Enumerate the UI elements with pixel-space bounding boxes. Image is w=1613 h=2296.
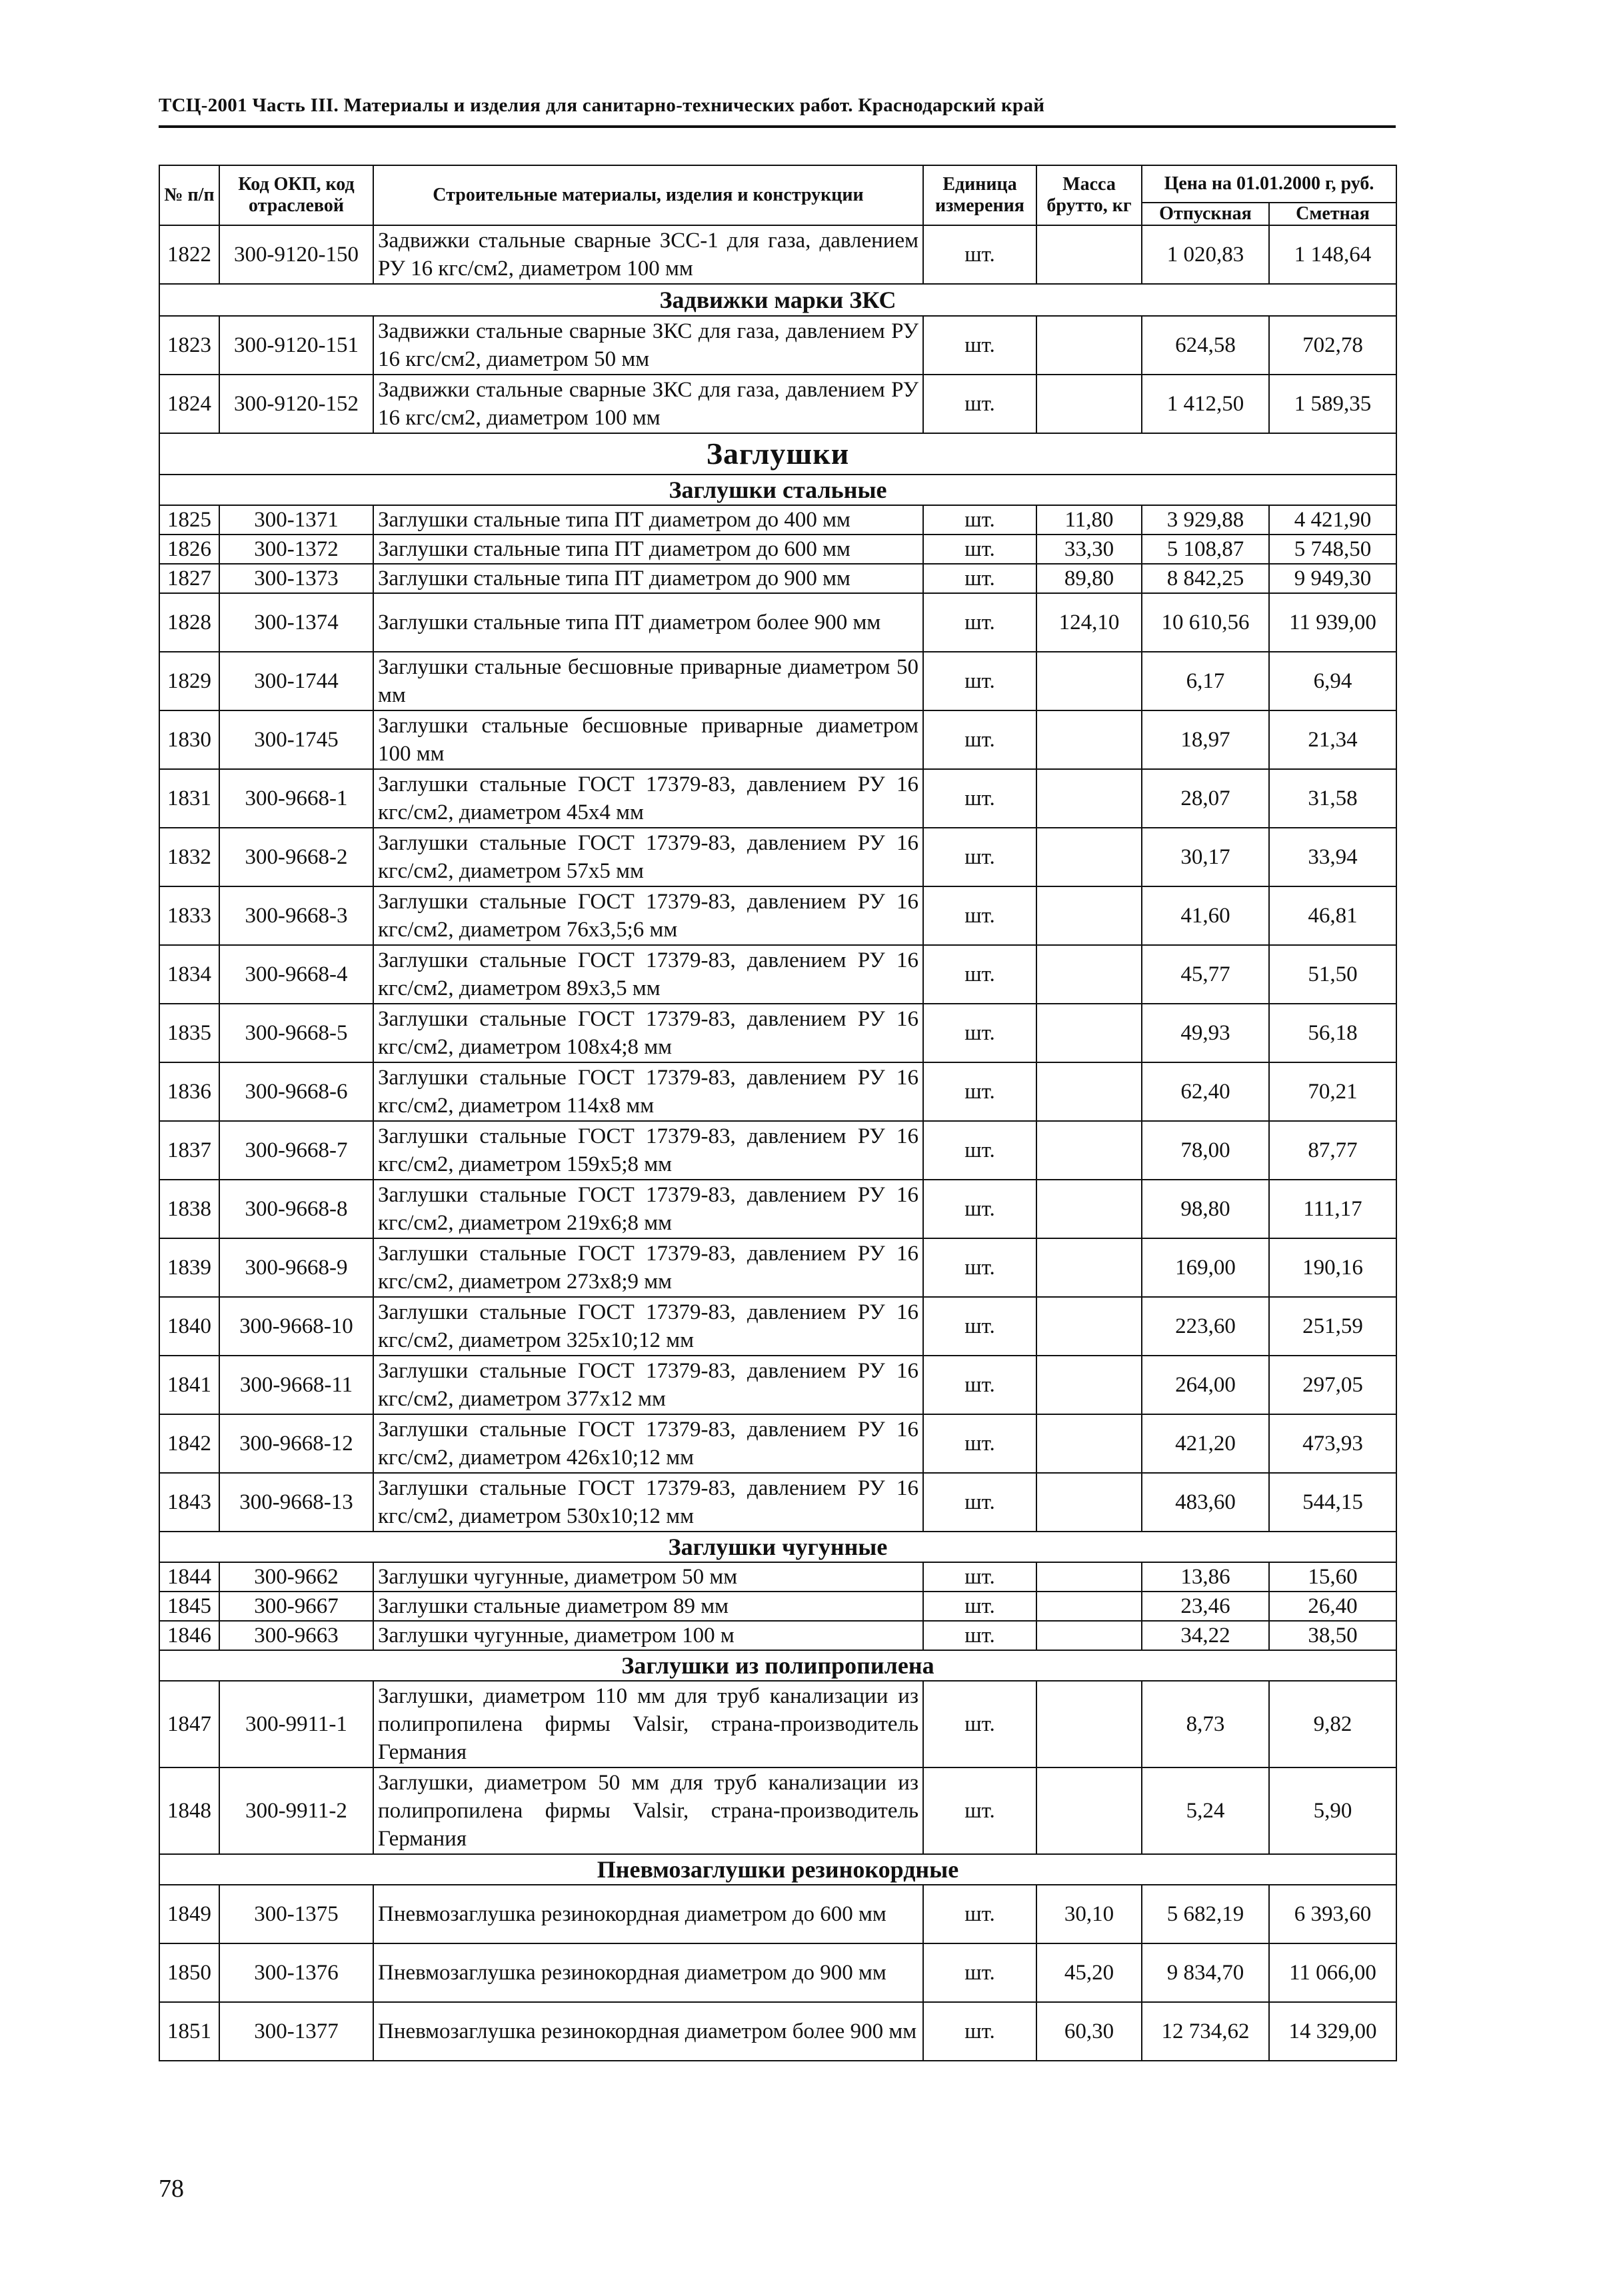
col-header-unit: Единица измерения [923, 165, 1036, 225]
row-name: Заглушки стальные ГОСТ 17379-83, давлением РУ 16 кгс/см2, диаметром 530х10;12 мм [373, 1473, 923, 1532]
row-mass: 60,30 [1036, 2002, 1142, 2061]
row-num: 1844 [159, 1562, 219, 1592]
row-mass: 89,80 [1036, 564, 1142, 593]
table-row [159, 1562, 1396, 1592]
row-price-release: 13,86 [1142, 1562, 1269, 1592]
table-row [159, 1681, 1396, 1767]
table-row [159, 593, 1396, 652]
table-row [159, 535, 1396, 564]
row-unit: шт. [923, 1356, 1036, 1414]
row-mass [1036, 1562, 1142, 1592]
table-row [159, 1767, 1396, 1854]
row-mass [1036, 1356, 1142, 1414]
row-name: Заглушки стальные бесшовные приварные диаметром 100 мм [373, 710, 923, 769]
row-num: 1825 [159, 505, 219, 535]
row-unit: шт. [923, 769, 1036, 828]
table-row [159, 2002, 1396, 2061]
row-mass [1036, 225, 1142, 284]
row-num: 1824 [159, 375, 219, 433]
section-row [159, 475, 1396, 505]
row-mass [1036, 769, 1142, 828]
row-mass [1036, 1121, 1142, 1180]
row-name: Заглушки, диаметром 50 мм для труб канализации из полипропилена фирмы Valsir, страна-производитель Германия [373, 1767, 923, 1854]
row-price-release: 30,17 [1142, 828, 1269, 886]
row-name: Заглушки стальные ГОСТ 17379-83, давлением РУ 16 кгс/см2, диаметром 45х4 мм [373, 769, 923, 828]
row-unit: шт. [923, 1062, 1036, 1121]
row-unit: шт. [923, 535, 1036, 564]
section-title: Задвижки марки ЗКС [159, 284, 1396, 316]
row-code: 300-9668-1 [219, 769, 373, 828]
row-price-estimate: 56,18 [1269, 1004, 1396, 1062]
row-mass [1036, 1062, 1142, 1121]
row-name: Заглушки стальные ГОСТ 17379-83, давлением РУ 16 кгс/см2, диаметром 159х5;8 мм [373, 1121, 923, 1180]
row-price-estimate: 251,59 [1269, 1297, 1396, 1356]
row-unit: шт. [923, 828, 1036, 886]
row-name: Пневмозаглушка резинокордная диаметром до 600 мм [373, 1885, 923, 1943]
row-name: Заглушки чугунные, диаметром 50 мм [373, 1562, 923, 1592]
row-price-estimate: 4 421,90 [1269, 505, 1396, 535]
table-row [159, 945, 1396, 1004]
row-code: 300-9668-12 [219, 1414, 373, 1473]
row-name: Заглушки чугунные, диаметром 100 м [373, 1621, 923, 1650]
row-code: 300-9668-5 [219, 1004, 373, 1062]
row-mass [1036, 886, 1142, 945]
row-price-estimate: 544,15 [1269, 1473, 1396, 1532]
row-mass [1036, 828, 1142, 886]
col-header-name: Строительные материалы, изделия и конструкции [373, 165, 923, 225]
row-price-estimate: 87,77 [1269, 1121, 1396, 1180]
header-rule [159, 125, 1396, 128]
section-title: Заглушки стальные [159, 475, 1396, 505]
row-num: 1839 [159, 1238, 219, 1297]
row-price-estimate: 111,17 [1269, 1180, 1396, 1238]
row-code: 300-9668-7 [219, 1121, 373, 1180]
col-header-mass: Масса брутто, кг [1036, 165, 1142, 225]
row-code: 300-1375 [219, 1885, 373, 1943]
row-unit: шт. [923, 652, 1036, 710]
table-row [159, 1121, 1396, 1180]
table-row [159, 1180, 1396, 1238]
row-price-release: 12 734,62 [1142, 2002, 1269, 2061]
row-unit: шт. [923, 1885, 1036, 1943]
col-header-price-release: Отпускная [1142, 203, 1269, 225]
row-code: 300-9668-9 [219, 1238, 373, 1297]
row-price-release: 5 682,19 [1142, 1885, 1269, 1943]
row-price-release: 28,07 [1142, 769, 1269, 828]
row-code: 300-9663 [219, 1621, 373, 1650]
row-mass [1036, 652, 1142, 710]
row-name: Заглушки стальные бесшовные приварные диаметром 50 мм [373, 652, 923, 710]
row-code: 300-1372 [219, 535, 373, 564]
row-price-estimate: 190,16 [1269, 1238, 1396, 1297]
row-code: 300-1373 [219, 564, 373, 593]
col-header-num: № п/п [159, 165, 219, 225]
row-mass [1036, 375, 1142, 433]
row-unit: шт. [923, 1592, 1036, 1621]
row-num: 1828 [159, 593, 219, 652]
row-code: 300-9668-2 [219, 828, 373, 886]
row-unit: шт. [923, 505, 1036, 535]
row-mass [1036, 1180, 1142, 1238]
section-title: Заглушки из полипропилена [159, 1650, 1396, 1681]
row-unit: шт. [923, 1767, 1036, 1854]
row-name: Заглушки стальные ГОСТ 17379-83, давлением РУ 16 кгс/см2, диаметром 89х3,5 мм [373, 945, 923, 1004]
section-row [159, 1854, 1396, 1885]
row-code: 300-9668-13 [219, 1473, 373, 1532]
row-price-release: 10 610,56 [1142, 593, 1269, 652]
row-code: 300-1371 [219, 505, 373, 535]
row-price-estimate: 11 066,00 [1269, 1943, 1396, 2002]
row-mass: 45,20 [1036, 1943, 1142, 2002]
row-price-estimate: 1 589,35 [1269, 375, 1396, 433]
row-price-release: 3 929,88 [1142, 505, 1269, 535]
row-price-release: 5,24 [1142, 1767, 1269, 1854]
row-mass [1036, 945, 1142, 1004]
row-price-estimate: 297,05 [1269, 1356, 1396, 1414]
row-num: 1840 [159, 1297, 219, 1356]
table-row [159, 710, 1396, 769]
table-row [159, 225, 1396, 284]
row-price-estimate: 11 939,00 [1269, 593, 1396, 652]
row-name: Заглушки стальные ГОСТ 17379-83, давлением РУ 16 кгс/см2, диаметром 377х12 мм [373, 1356, 923, 1414]
row-price-estimate: 9 949,30 [1269, 564, 1396, 593]
row-price-estimate: 1 148,64 [1269, 225, 1396, 284]
row-mass [1036, 1238, 1142, 1297]
row-unit: шт. [923, 1681, 1036, 1767]
row-name: Заглушки стальные ГОСТ 17379-83, давлением РУ 16 кгс/см2, диаметром 108х4;8 мм [373, 1004, 923, 1062]
row-price-release: 18,97 [1142, 710, 1269, 769]
row-name: Задвижки стальные сварные ЗКС для газа, давлением РУ 16 кгс/см2, диаметром 50 мм [373, 316, 923, 375]
row-num: 1838 [159, 1180, 219, 1238]
row-price-release: 49,93 [1142, 1004, 1269, 1062]
row-num: 1833 [159, 886, 219, 945]
row-code: 300-9668-6 [219, 1062, 373, 1121]
table-row [159, 1943, 1396, 2002]
row-price-estimate: 5,90 [1269, 1767, 1396, 1854]
row-code: 300-9120-152 [219, 375, 373, 433]
row-mass [1036, 1004, 1142, 1062]
table-row [159, 316, 1396, 375]
row-num: 1842 [159, 1414, 219, 1473]
row-code: 300-1745 [219, 710, 373, 769]
row-code: 300-9911-2 [219, 1767, 373, 1854]
row-code: 300-9911-1 [219, 1681, 373, 1767]
row-num: 1829 [159, 652, 219, 710]
row-num: 1836 [159, 1062, 219, 1121]
row-mass [1036, 1681, 1142, 1767]
row-name: Заглушки стальные ГОСТ 17379-83, давлением РУ 16 кгс/см2, диаметром 426х10;12 мм [373, 1414, 923, 1473]
row-num: 1826 [159, 535, 219, 564]
row-price-estimate: 21,34 [1269, 710, 1396, 769]
table-row [159, 1414, 1396, 1473]
row-unit: шт. [923, 593, 1036, 652]
table-row [159, 769, 1396, 828]
row-mass [1036, 710, 1142, 769]
row-code: 300-1374 [219, 593, 373, 652]
row-num: 1831 [159, 769, 219, 828]
row-code: 300-9668-8 [219, 1180, 373, 1238]
table-row [159, 828, 1396, 886]
row-price-estimate: 70,21 [1269, 1062, 1396, 1121]
row-price-release: 223,60 [1142, 1297, 1269, 1356]
row-price-estimate: 9,82 [1269, 1681, 1396, 1767]
row-unit: шт. [923, 1414, 1036, 1473]
row-code: 300-9120-151 [219, 316, 373, 375]
row-price-release: 1 412,50 [1142, 375, 1269, 433]
row-unit: шт. [923, 886, 1036, 945]
row-price-release: 41,60 [1142, 886, 1269, 945]
row-num: 1850 [159, 1943, 219, 2002]
row-unit: шт. [923, 1238, 1036, 1297]
row-unit: шт. [923, 1562, 1036, 1592]
row-name: Заглушки стальные ГОСТ 17379-83, давлением РУ 16 кгс/см2, диаметром 76х3,5;6 мм [373, 886, 923, 945]
row-unit: шт. [923, 2002, 1036, 2061]
row-mass: 11,80 [1036, 505, 1142, 535]
row-num: 1837 [159, 1121, 219, 1180]
row-price-estimate: 38,50 [1269, 1621, 1396, 1650]
row-price-release: 34,22 [1142, 1621, 1269, 1650]
row-unit: шт. [923, 375, 1036, 433]
row-unit: шт. [923, 710, 1036, 769]
row-price-release: 8,73 [1142, 1681, 1269, 1767]
row-name: Заглушки, диаметром 110 мм для труб канализации из полипропилена фирмы Valsir, страна-производитель Германия [373, 1681, 923, 1767]
row-num: 1827 [159, 564, 219, 593]
row-num: 1834 [159, 945, 219, 1004]
row-unit: шт. [923, 1621, 1036, 1650]
row-price-estimate: 51,50 [1269, 945, 1396, 1004]
row-unit: шт. [923, 1473, 1036, 1532]
row-price-estimate: 46,81 [1269, 886, 1396, 945]
row-price-release: 1 020,83 [1142, 225, 1269, 284]
row-mass [1036, 1767, 1142, 1854]
table-row [159, 1592, 1396, 1621]
row-price-estimate: 473,93 [1269, 1414, 1396, 1473]
table-row [159, 1356, 1396, 1414]
row-name: Заглушки стальные типа ПТ диаметром более 900 мм [373, 593, 923, 652]
row-name: Заглушки стальные ГОСТ 17379-83, давлением РУ 16 кгс/см2, диаметром 219х6;8 мм [373, 1180, 923, 1238]
row-name: Заглушки стальные типа ПТ диаметром до 600 мм [373, 535, 923, 564]
row-price-release: 421,20 [1142, 1414, 1269, 1473]
row-price-release: 6,17 [1142, 652, 1269, 710]
row-unit: шт. [923, 1297, 1036, 1356]
row-num: 1849 [159, 1885, 219, 1943]
row-num: 1847 [159, 1681, 219, 1767]
row-price-estimate: 5 748,50 [1269, 535, 1396, 564]
row-unit: шт. [923, 225, 1036, 284]
row-name: Заглушки стальные ГОСТ 17379-83, давлением РУ 16 кгс/см2, диаметром 273х8;9 мм [373, 1238, 923, 1297]
section-title: Пневмозаглушки резинокордные [159, 1854, 1396, 1885]
row-code: 300-1377 [219, 2002, 373, 2061]
row-code: 300-9668-10 [219, 1297, 373, 1356]
row-price-release: 23,46 [1142, 1592, 1269, 1621]
table-row [159, 1885, 1396, 1943]
row-name: Задвижки стальные сварные ЗКС для газа, давлением РУ 16 кгс/см2, диаметром 100 мм [373, 375, 923, 433]
row-mass: 33,30 [1036, 535, 1142, 564]
row-mass: 124,10 [1036, 593, 1142, 652]
row-num: 1843 [159, 1473, 219, 1532]
col-header-price-group: Цена на 01.01.2000 г, руб. [1142, 165, 1396, 203]
table-row [159, 1621, 1396, 1650]
table-row [159, 652, 1396, 710]
row-name: Задвижки стальные сварные ЗСС-1 для газа, давлением РУ 16 кгс/см2, диаметром 100 мм [373, 225, 923, 284]
col-header-price-estimate: Сметная [1269, 203, 1396, 225]
section-title: Заглушки чугунные [159, 1532, 1396, 1562]
row-unit: шт. [923, 1004, 1036, 1062]
row-code: 300-9662 [219, 1562, 373, 1592]
row-code: 300-9668-3 [219, 886, 373, 945]
row-name: Заглушки стальные типа ПТ диаметром до 900 мм [373, 564, 923, 593]
row-mass [1036, 316, 1142, 375]
row-num: 1823 [159, 316, 219, 375]
row-mass [1036, 1592, 1142, 1621]
row-price-release: 169,00 [1142, 1238, 1269, 1297]
row-price-release: 9 834,70 [1142, 1943, 1269, 2002]
row-num: 1846 [159, 1621, 219, 1650]
table-row [159, 375, 1396, 433]
row-num: 1832 [159, 828, 219, 886]
row-unit: шт. [923, 945, 1036, 1004]
materials-table [159, 165, 1397, 2061]
table-row [159, 1238, 1396, 1297]
row-price-estimate: 14 329,00 [1269, 2002, 1396, 2061]
row-mass [1036, 1621, 1142, 1650]
row-name: Пневмозаглушка резинокордная диаметром более 900 мм [373, 2002, 923, 2061]
row-code: 300-9667 [219, 1592, 373, 1621]
row-price-estimate: 33,94 [1269, 828, 1396, 886]
row-price-release: 78,00 [1142, 1121, 1269, 1180]
row-price-estimate: 26,40 [1269, 1592, 1396, 1621]
row-code: 300-9668-11 [219, 1356, 373, 1414]
row-name: Заглушки стальные ГОСТ 17379-83, давлением РУ 16 кгс/см2, диаметром 114х8 мм [373, 1062, 923, 1121]
row-price-release: 5 108,87 [1142, 535, 1269, 564]
row-unit: шт. [923, 1180, 1036, 1238]
row-mass [1036, 1473, 1142, 1532]
row-num: 1851 [159, 2002, 219, 2061]
section-row [159, 1650, 1396, 1681]
page-number: 78 [159, 2175, 184, 2203]
row-name: Заглушки стальные диаметром 89 мм [373, 1592, 923, 1621]
row-price-estimate: 31,58 [1269, 769, 1396, 828]
row-price-release: 264,00 [1142, 1356, 1269, 1414]
row-num: 1845 [159, 1592, 219, 1621]
section-title-main: Заглушки [159, 433, 1396, 475]
row-name: Заглушки стальные ГОСТ 17379-83, давлением РУ 16 кгс/см2, диаметром 57х5 мм [373, 828, 923, 886]
row-code: 300-9120-150 [219, 225, 373, 284]
row-mass [1036, 1414, 1142, 1473]
row-num: 1830 [159, 710, 219, 769]
table-row [159, 1297, 1396, 1356]
row-price-release: 62,40 [1142, 1062, 1269, 1121]
table-row [159, 886, 1396, 945]
row-unit: шт. [923, 1121, 1036, 1180]
row-price-estimate: 702,78 [1269, 316, 1396, 375]
row-mass [1036, 1297, 1142, 1356]
row-name: Заглушки стальные типа ПТ диаметром до 400 мм [373, 505, 923, 535]
row-num: 1822 [159, 225, 219, 284]
row-price-release: 45,77 [1142, 945, 1269, 1004]
row-unit: шт. [923, 564, 1036, 593]
table-row [159, 564, 1396, 593]
row-price-release: 483,60 [1142, 1473, 1269, 1532]
row-name: Пневмозаглушка резинокордная диаметром до 900 мм [373, 1943, 923, 2002]
page-header: ТСЦ-2001 Часть III. Материалы и изделия для санитарно-технических работ. Краснодарский край [159, 95, 1045, 116]
row-price-release: 98,80 [1142, 1180, 1269, 1238]
row-code: 300-1376 [219, 1943, 373, 2002]
table-row [159, 1473, 1396, 1532]
row-price-estimate: 6 393,60 [1269, 1885, 1396, 1943]
table-row [159, 505, 1396, 535]
row-price-estimate: 15,60 [1269, 1562, 1396, 1592]
row-price-release: 8 842,25 [1142, 564, 1269, 593]
section-row [159, 1532, 1396, 1562]
row-num: 1835 [159, 1004, 219, 1062]
col-header-code: Код ОКП, код отраслевой [219, 165, 373, 225]
row-unit: шт. [923, 316, 1036, 375]
row-unit: шт. [923, 1943, 1036, 2002]
row-name: Заглушки стальные ГОСТ 17379-83, давлением РУ 16 кгс/см2, диаметром 325х10;12 мм [373, 1297, 923, 1356]
row-mass: 30,10 [1036, 1885, 1142, 1943]
row-code: 300-9668-4 [219, 945, 373, 1004]
row-price-release: 624,58 [1142, 316, 1269, 375]
section-row [159, 433, 1396, 475]
row-code: 300-1744 [219, 652, 373, 710]
row-price-estimate: 6,94 [1269, 652, 1396, 710]
section-row [159, 284, 1396, 316]
row-num: 1848 [159, 1767, 219, 1854]
row-num: 1841 [159, 1356, 219, 1414]
table-row [159, 1062, 1396, 1121]
table-row [159, 1004, 1396, 1062]
